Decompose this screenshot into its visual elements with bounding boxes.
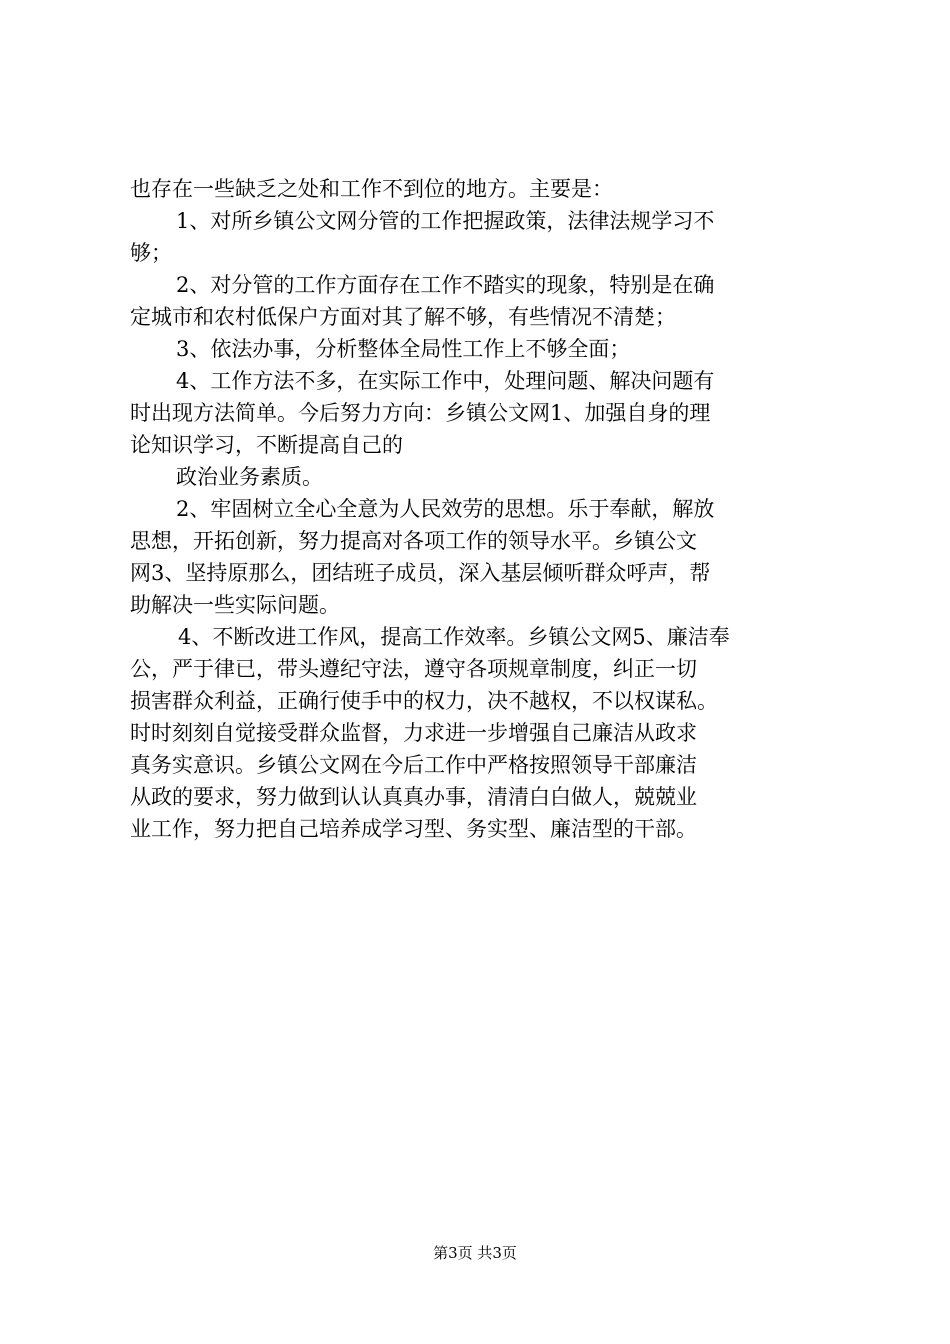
text-line: 公，严于律已，带头遵纪守法，遵守各项规章制度，纠正一切	[130, 657, 697, 681]
text-line: 思想，开拓创新，努力提高对各项工作的领导水平。乡镇公文	[130, 529, 697, 553]
text-line: 助解决一些实际问题。	[130, 593, 340, 617]
text-line: 网3、坚持原那么，团结班子成员，深入基层倾听群众呼声，帮	[130, 561, 711, 585]
text-line: 时出现方法简单。今后努力方向：乡镇公文网1、加强自身的理	[130, 401, 711, 425]
body-text	[130, 173, 845, 845]
text-line: 政治业务素质。	[176, 465, 323, 489]
text-line: 损害群众利益，正确行使手中的权力，决不越权，不以权谋私。	[130, 689, 718, 713]
text-line: 业工作，努力把自己培养成学习型、务实型、廉洁型的干部。	[130, 817, 697, 841]
text-line: 时时刻刻自觉接受群众监督，力求进一步增强自己廉洁从政求	[130, 721, 697, 745]
text-line: 1、对所乡镇公文网分管的工作把握政策，法律法规学习不	[176, 209, 715, 233]
text-line: 2、对分管的工作方面存在工作不踏实的现象，特别是在确	[176, 273, 715, 297]
text-line: 够；	[130, 241, 172, 265]
page-footer	[0, 1243, 950, 1263]
text-line: 2、牢固树立全心全意为人民效劳的思想。乐于奉献，解放	[176, 497, 715, 521]
page-number-label: 第3页 共3页	[433, 1244, 517, 1262]
text-line: 从政的要求，努力做到认认真真办事，清清白白做人，兢兢业	[130, 785, 697, 809]
text-line: 4、不断改进工作风，提高工作效率。乡镇公文网5、廉洁奉	[178, 625, 730, 649]
text-line: 3、依法办事，分析整体全局性工作上不够全面；	[176, 337, 631, 361]
text-line: 定城市和农村低保户方面对其了解不够，有些情况不清楚；	[130, 305, 676, 329]
text-line: 4、工作方法不多，在实际工作中，处理问题、解决问题有	[176, 369, 715, 393]
text-line: 也存在一些缺乏之处和工作不到位的地方。主要是：	[130, 177, 613, 201]
text-line: 真务实意识。乡镇公文网在今后工作中严格按照领导干部廉洁	[130, 753, 697, 777]
text-line: 论知识学习，不断提高自己的	[130, 433, 403, 457]
